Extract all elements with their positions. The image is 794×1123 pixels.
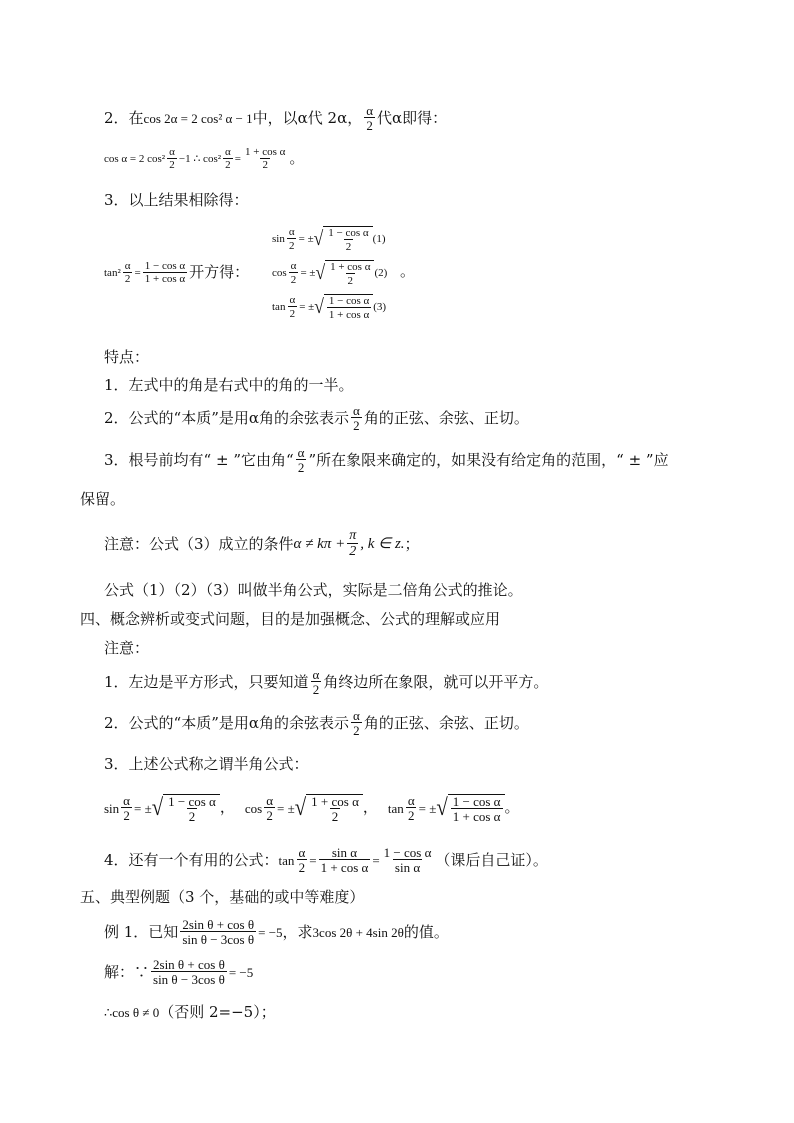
- half-rd: 1 + cos α: [452, 808, 501, 824]
- note1-frac: [347, 529, 358, 559]
- note-item-4: 4．还有一个有用的公式： tan $\frac{\alpha}{2}$ = $\frac{\text{sin α}}{\text{1 + cos α}}$ = $\frac{\text{1 − cos α}}{\text{sin α}}$ （课后自己证）。: [104, 845, 548, 875]
- half-rd: 2: [188, 808, 196, 824]
- stack-fn: tan: [272, 301, 286, 313]
- half-fn: sin: [104, 800, 120, 816]
- n4-fn: α: [298, 845, 306, 860]
- stack-an: α: [289, 294, 296, 306]
- n4-r1n: sin α: [331, 845, 358, 860]
- tan-sq-end: 。: [400, 262, 416, 280]
- stack-fn: cos: [272, 267, 287, 279]
- stack-radical: [315, 260, 374, 287]
- half-sep: ，: [219, 799, 235, 816]
- l3-a: cos α = 2 cos²: [104, 152, 166, 165]
- stack-ad: 2: [288, 240, 295, 252]
- l2-frac-den: 2: [366, 118, 373, 133]
- note1-a: 注意：公式（3）成立的条件: [104, 534, 294, 553]
- sqrt-icon: √: [151, 793, 164, 821]
- l3-frac2: [223, 147, 233, 171]
- note-item-1: [104, 664, 548, 700]
- n4-eq: =: [309, 852, 317, 868]
- ex1-fn: 2sin θ + cos θ: [182, 917, 255, 932]
- n1-fn: α: [312, 667, 320, 682]
- tan-sq-rd: 1 + cos α: [144, 273, 186, 285]
- sqrt-icon: √: [315, 260, 326, 284]
- n4-r2n: 1 − cos α: [383, 845, 432, 860]
- ex1-fd: sin θ − 3cos θ: [182, 932, 255, 947]
- half-radical: [295, 794, 363, 823]
- section-5-heading: 五、典型例题（3 个，基础的或中等难度）: [80, 888, 365, 906]
- half-angle-stack: [272, 222, 387, 324]
- stack-row-sin: [272, 222, 387, 256]
- feat2-a: 2．公式的“本质”是用α角的余弦表示: [104, 408, 350, 427]
- line-cos-identity: [104, 142, 304, 176]
- tan-sq-frac1: [123, 261, 133, 285]
- stack-angle: [287, 226, 297, 252]
- l3-frac3: [243, 147, 287, 171]
- solution-line: [104, 952, 253, 992]
- line-substitution: [104, 104, 447, 132]
- feat3-b: ”所在象限来确定的，如果没有给定角的范围，“ ± ”应: [308, 450, 669, 469]
- stack-tag: (2): [374, 267, 388, 279]
- n4-r2d: sin α: [394, 860, 421, 875]
- last-b: （否则 2=−5）；: [159, 1003, 276, 1021]
- feature-1: 1．左式中的角是右式中的角的一半。: [104, 376, 354, 394]
- n4-b: （课后自己证）。: [435, 850, 548, 869]
- n4-a: 4．还有一个有用的公式：: [104, 850, 279, 869]
- half-radical: [152, 794, 220, 823]
- stack-pm: = ±: [300, 267, 316, 279]
- section-4-heading: 四、概念辨析或变式问题，目的是加强概念、公式的理解或应用: [80, 610, 501, 628]
- feature-3: [104, 442, 669, 478]
- n2-a: 2．公式的“本质”是用α角的余弦表示: [104, 713, 350, 732]
- half-radical: [436, 794, 504, 823]
- n4-r1d: 1 + cos α: [320, 860, 369, 875]
- stack-rd: 1 + cos α: [328, 308, 370, 321]
- ex1-b: ，求: [282, 922, 313, 941]
- tan-sq-fd: 2: [124, 273, 131, 285]
- note1-b: α ≠ kπ +: [293, 535, 346, 552]
- feat2-frac: [351, 404, 362, 432]
- ex1-d: 的值。: [403, 922, 449, 941]
- feat2-fd: 2: [353, 418, 360, 433]
- stack-rn: 1 − cos α: [328, 294, 370, 307]
- l3-rn: 1 + cos α: [245, 146, 286, 158]
- n4-f: tan: [278, 852, 295, 868]
- sol-a: 解：∵: [104, 962, 150, 981]
- l2-formula: cos 2α = 2 cos² α − 1: [143, 110, 253, 126]
- ex1-a: 例 1．已知: [104, 922, 179, 941]
- stack-radical: [314, 294, 373, 321]
- n2-b: 角的正弦、余弦、正切。: [363, 713, 529, 732]
- note1-fd: 2: [349, 544, 357, 559]
- note-half-angle: 公式（1）（2）（3）叫做半角公式，实际是二倍角公式的推论。: [104, 581, 523, 599]
- line-tan-squared: [104, 255, 249, 291]
- tan-sq-rn: 1 − cos α: [144, 260, 186, 272]
- stack-pm: = ±: [298, 233, 314, 245]
- half-sep: ，: [362, 799, 378, 816]
- feat3-a: 3．根号前均有“ ± ”它由角“: [104, 450, 294, 469]
- stack-rd: 2: [347, 274, 354, 287]
- note-title: 注意：: [104, 639, 150, 657]
- half-sep: 。: [504, 799, 520, 816]
- half-rn: 1 − cos α: [168, 793, 216, 809]
- sqrt-icon: √: [294, 793, 307, 821]
- n1-a: 1．左边是平方形式，只要知道: [104, 672, 309, 691]
- feature-3-cont: 保留。: [80, 490, 126, 508]
- ex1-c: 3cos 2θ + 4sin 2θ: [312, 924, 404, 940]
- tan-sq-frac2: [143, 261, 187, 285]
- stack-angle: [289, 260, 299, 286]
- example-1: [104, 912, 449, 952]
- n2-fn: α: [353, 708, 360, 723]
- half-rn: 1 + cos α: [311, 793, 359, 809]
- half-fn: tan: [387, 800, 404, 816]
- l3-b: −1 ∴ cos²: [178, 152, 222, 165]
- ex1-eq: = −5: [258, 924, 283, 940]
- stack-radical: [314, 226, 373, 253]
- stack-angle: [287, 294, 297, 320]
- note1-d: ；: [404, 534, 420, 553]
- half-angle-formulas: sin $\frac{\alpha}{2}$ = ± √ $\frac{\text{1 − cos α}}{2}$ ， cos $\frac{\alpha}{2}$ = ± √ $\frac{\text{1 + cos α}}{2}$ ， tan $\frac{\alpha}{2}$ = ± √ $\frac{\text{1 − cos α}}{\text{1 + cos α}}$ 。: [104, 793, 520, 824]
- sqrt-icon: √: [436, 793, 448, 821]
- half-fn: cos: [244, 800, 263, 816]
- n4-fd: 2: [298, 860, 306, 875]
- l3-cn: α: [225, 146, 231, 158]
- tan-sq-lhs: tan²: [104, 266, 121, 279]
- n2-fd: 2: [353, 723, 360, 738]
- feat2-fn: α: [353, 403, 360, 418]
- n2-frac: [351, 709, 362, 737]
- stack-an: α: [288, 226, 295, 238]
- l3-end: 。: [289, 150, 305, 167]
- l2-suffix: 代α即得：: [377, 108, 448, 127]
- feat3-fn: α: [297, 445, 305, 460]
- stack-row-cos: [272, 256, 387, 290]
- l2-mid: 中，以α代 2α，: [252, 108, 363, 127]
- stack-an: α: [290, 260, 297, 272]
- l2-frac-num: α: [366, 103, 374, 118]
- note1-c: , k ∈ z.: [360, 535, 405, 552]
- stack-pm: = ±: [299, 301, 315, 313]
- l3-eq: =: [234, 152, 242, 165]
- note1-fn: π: [349, 528, 357, 543]
- features-title: 特点：: [104, 348, 150, 366]
- stack-row-tan: [272, 290, 387, 324]
- note-condition: [104, 524, 420, 564]
- feature-2: [104, 400, 529, 436]
- sqrt-icon: √: [313, 226, 324, 250]
- tan-sq-fn: α: [124, 260, 131, 272]
- l3-rd: 2: [262, 159, 268, 171]
- sqrt-icon: √: [314, 294, 324, 318]
- n1-b: 角终边所在象限，就可以开平方。: [323, 672, 549, 691]
- note-item-3: 3．上述公式称之谓半角公式：: [104, 755, 309, 773]
- n1-frac: [311, 668, 322, 696]
- half-rd: 2: [331, 808, 339, 824]
- stack-rn: 1 + cos α: [330, 260, 371, 273]
- sol-fn: 2sin θ + cos θ: [153, 957, 225, 972]
- line-divide: 3．以上结果相除得：: [104, 191, 249, 209]
- l3-frac1: [167, 147, 177, 171]
- l3-fd: 2: [169, 159, 175, 171]
- l2-fraction: [364, 104, 375, 132]
- l3-fn: α: [169, 146, 175, 158]
- half-rn: 1 − cos α: [452, 793, 501, 809]
- tan-sq-after: 开方得：: [189, 264, 250, 281]
- stack-ad: 2: [290, 274, 297, 286]
- l3-cd: 2: [225, 159, 231, 171]
- stack-tag: (3): [373, 301, 387, 313]
- last-a: ∴cos θ ≠ 0: [104, 1005, 160, 1020]
- stack-tag: (1): [372, 233, 386, 245]
- stack-rn: 1 − cos α: [328, 226, 369, 239]
- feat3-frac: [296, 446, 307, 474]
- sol-eq: = −5: [228, 964, 254, 980]
- tan-sq-eq: =: [134, 266, 141, 279]
- n1-fd: 2: [312, 682, 320, 697]
- stack-fn: sin: [272, 233, 285, 245]
- therefore-line: [104, 1005, 276, 1020]
- note-item-2: [104, 705, 529, 741]
- l2-prefix: 2．在: [104, 108, 144, 127]
- feat2-b: 角的正弦、余弦、正切。: [363, 408, 529, 427]
- sol-fd: sin θ − 3cos θ: [153, 972, 225, 987]
- stack-rd: 2: [345, 240, 352, 253]
- feat3-fd: 2: [297, 460, 305, 475]
- stack-ad: 2: [289, 308, 296, 320]
